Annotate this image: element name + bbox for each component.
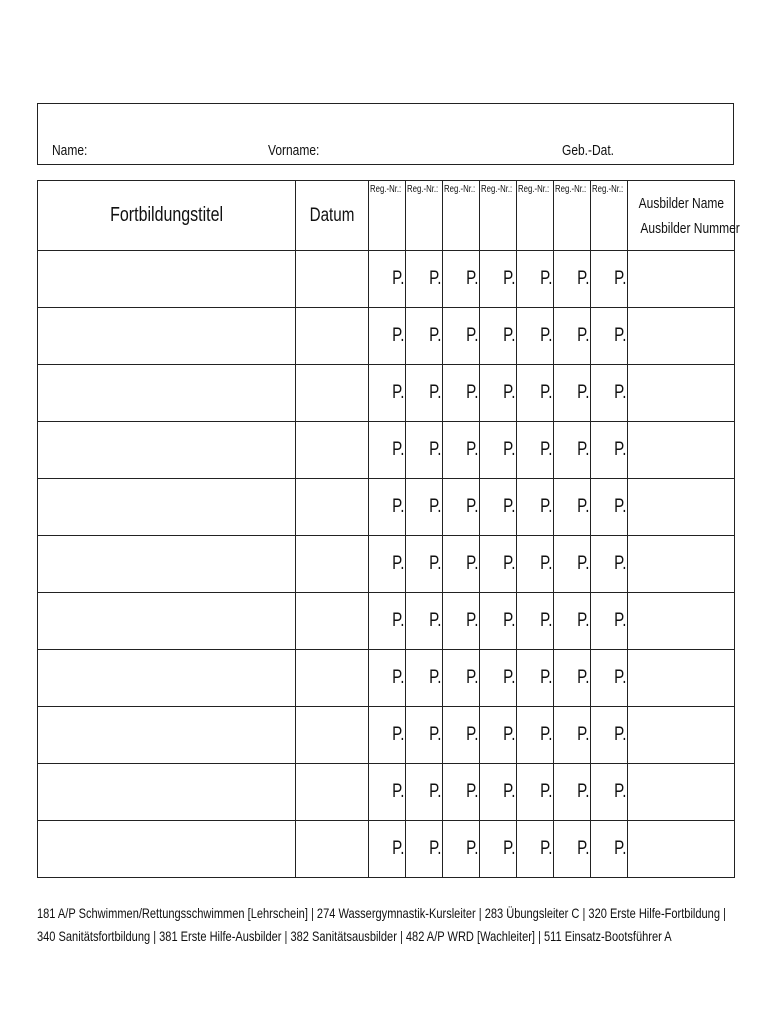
name-label: Name: xyxy=(52,142,88,159)
training-title-cell[interactable] xyxy=(38,821,296,878)
reg-nr-cell[interactable] xyxy=(369,536,406,593)
reg-nr-cell[interactable] xyxy=(406,479,443,536)
column-header-reg-nr: Reg.-Nr.: xyxy=(591,181,628,251)
p-mark: P. xyxy=(540,268,553,289)
instructor-cell[interactable] xyxy=(628,251,735,308)
reg-nr-cell[interactable] xyxy=(480,593,517,650)
reg-nr-cell[interactable] xyxy=(517,764,554,821)
p-mark: P. xyxy=(577,781,590,802)
reg-nr-cell[interactable] xyxy=(406,251,443,308)
reg-nr-cell[interactable] xyxy=(554,821,591,878)
date-cell[interactable] xyxy=(296,536,369,593)
table-row xyxy=(38,764,735,821)
reg-nr-cell[interactable] xyxy=(591,365,628,422)
reg-nr-cell[interactable] xyxy=(443,479,480,536)
reg-nr-cell[interactable] xyxy=(369,365,406,422)
reg-nr-cell[interactable] xyxy=(517,422,554,479)
p-mark: P. xyxy=(392,439,405,460)
reg-nr-cell[interactable] xyxy=(554,365,591,422)
column-header-date: Datum xyxy=(296,181,369,251)
date-cell[interactable] xyxy=(296,251,369,308)
p-mark: P. xyxy=(503,838,516,859)
training-title-cell[interactable] xyxy=(38,650,296,707)
column-header-reg-nr: Reg.-Nr.: xyxy=(406,181,443,251)
reg-nr-cell[interactable] xyxy=(591,707,628,764)
p-mark: P. xyxy=(540,382,553,403)
reg-nr-cell[interactable] xyxy=(554,650,591,707)
p-mark: P. xyxy=(577,553,590,574)
p-mark: P. xyxy=(540,838,553,859)
date-cell[interactable] xyxy=(296,308,369,365)
reg-nr-cell[interactable] xyxy=(517,365,554,422)
reg-nr-cell[interactable] xyxy=(369,650,406,707)
instructor-cell[interactable] xyxy=(628,593,735,650)
reg-nr-cell[interactable] xyxy=(443,308,480,365)
table-row xyxy=(38,821,735,878)
p-mark: P. xyxy=(466,838,479,859)
training-title-cell[interactable] xyxy=(38,593,296,650)
p-mark: P. xyxy=(503,553,516,574)
p-mark: P. xyxy=(466,382,479,403)
instructor-cell[interactable] xyxy=(628,422,735,479)
reg-nr-cell[interactable] xyxy=(406,764,443,821)
reg-nr-cell[interactable] xyxy=(517,707,554,764)
column-header-reg-nr: Reg.-Nr.: xyxy=(443,181,480,251)
training-title-cell[interactable] xyxy=(38,536,296,593)
column-header-reg-nr: Reg.-Nr.: xyxy=(369,181,406,251)
date-cell[interactable] xyxy=(296,593,369,650)
reg-nr-cell[interactable] xyxy=(517,593,554,650)
reg-nr-cell[interactable] xyxy=(369,479,406,536)
p-mark: P. xyxy=(466,496,479,517)
instructor-cell[interactable] xyxy=(628,707,735,764)
p-mark: P. xyxy=(429,382,442,403)
p-mark: P. xyxy=(392,496,405,517)
reg-nr-cell[interactable] xyxy=(369,764,406,821)
p-mark: P. xyxy=(614,553,627,574)
p-mark: P. xyxy=(540,439,553,460)
column-header-reg-nr: Reg.-Nr.: xyxy=(517,181,554,251)
p-mark: P. xyxy=(577,667,590,688)
reg-nr-cell[interactable] xyxy=(406,707,443,764)
p-mark: P. xyxy=(503,781,516,802)
p-mark: P. xyxy=(503,268,516,289)
table-row xyxy=(38,308,735,365)
reg-nr-cell[interactable] xyxy=(369,821,406,878)
reg-nr-cell[interactable] xyxy=(554,593,591,650)
p-mark: P. xyxy=(614,382,627,403)
training-table xyxy=(37,180,740,878)
reg-nr-cell[interactable] xyxy=(554,707,591,764)
reg-nr-cell[interactable] xyxy=(591,650,628,707)
p-mark: P. xyxy=(540,496,553,517)
reg-nr-cell[interactable] xyxy=(406,650,443,707)
table-row xyxy=(38,251,735,308)
p-mark: P. xyxy=(466,268,479,289)
reg-nr-cell[interactable] xyxy=(591,536,628,593)
p-mark: P. xyxy=(429,268,442,289)
vorname-label: Vorname: xyxy=(268,142,320,159)
reg-nr-cell[interactable] xyxy=(591,479,628,536)
reg-nr-cell[interactable] xyxy=(369,593,406,650)
p-mark: P. xyxy=(577,496,590,517)
p-mark: P. xyxy=(614,496,627,517)
p-mark: P. xyxy=(540,667,553,688)
legend-line-2: 340 Sanitätsfortbildung | 381 Erste Hilfe-Ausbilder | 382 Sanitätsausbilder | 482 A/P WRD [Wachleiter] | 511 Einsatz-Bootsführer A xyxy=(37,928,672,944)
reg-nr-cell[interactable] xyxy=(480,422,517,479)
p-mark: P. xyxy=(392,268,405,289)
reg-nr-cell[interactable] xyxy=(443,707,480,764)
p-mark: P. xyxy=(577,325,590,346)
gebdat-label: Geb.-Dat. xyxy=(562,142,615,159)
date-cell[interactable] xyxy=(296,707,369,764)
p-mark: P. xyxy=(429,439,442,460)
instructor-number-label: Ausbilder Nummer xyxy=(640,219,740,237)
p-mark: P. xyxy=(540,781,553,802)
p-mark: P. xyxy=(392,724,405,745)
date-cell[interactable] xyxy=(296,764,369,821)
p-mark: P. xyxy=(614,439,627,460)
p-mark: P. xyxy=(466,781,479,802)
reg-nr-cell[interactable] xyxy=(480,536,517,593)
reg-nr-cell[interactable] xyxy=(517,536,554,593)
reg-nr-cell[interactable] xyxy=(443,764,480,821)
p-mark: P. xyxy=(614,838,627,859)
table-body xyxy=(38,251,735,878)
training-title-cell[interactable] xyxy=(38,251,296,308)
reg-nr-cell[interactable] xyxy=(480,650,517,707)
reg-nr-cell[interactable] xyxy=(480,707,517,764)
reg-nr-cell[interactable] xyxy=(443,536,480,593)
reg-nr-cell[interactable] xyxy=(517,650,554,707)
p-mark: P. xyxy=(540,325,553,346)
instructor-cell[interactable] xyxy=(628,479,735,536)
reg-nr-cell[interactable] xyxy=(591,593,628,650)
training-title-cell[interactable] xyxy=(38,479,296,536)
p-mark: P. xyxy=(540,724,553,745)
column-header-reg-nr: Reg.-Nr.: xyxy=(554,181,591,251)
p-mark: P. xyxy=(429,553,442,574)
reg-nr-cell[interactable] xyxy=(554,764,591,821)
reg-nr-cell[interactable] xyxy=(554,479,591,536)
instructor-cell[interactable] xyxy=(628,308,735,365)
p-mark: P. xyxy=(392,667,405,688)
p-mark: P. xyxy=(392,553,405,574)
p-mark: P. xyxy=(540,553,553,574)
reg-nr-cell[interactable] xyxy=(517,251,554,308)
table-row xyxy=(38,479,735,536)
p-mark: P. xyxy=(614,325,627,346)
reg-nr-cell[interactable] xyxy=(406,593,443,650)
instructor-name-label: Ausbilder Name xyxy=(638,194,725,212)
reg-nr-cell[interactable] xyxy=(369,707,406,764)
p-mark: P. xyxy=(503,610,516,631)
p-mark: P. xyxy=(503,724,516,745)
course-code-legend xyxy=(37,902,737,948)
reg-nr-cell[interactable] xyxy=(443,365,480,422)
p-mark: P. xyxy=(614,268,627,289)
table-row xyxy=(38,422,735,479)
reg-nr-cell[interactable] xyxy=(591,251,628,308)
date-cell[interactable] xyxy=(296,422,369,479)
table-header-row xyxy=(38,181,735,251)
reg-nr-cell[interactable] xyxy=(443,821,480,878)
p-mark: P. xyxy=(429,781,442,802)
instructor-cell[interactable] xyxy=(628,764,735,821)
date-cell[interactable] xyxy=(296,650,369,707)
reg-nr-cell[interactable] xyxy=(480,251,517,308)
reg-nr-cell[interactable] xyxy=(443,422,480,479)
table-row xyxy=(38,650,735,707)
reg-nr-cell[interactable] xyxy=(517,479,554,536)
reg-nr-cell[interactable] xyxy=(517,308,554,365)
reg-nr-cell[interactable] xyxy=(443,251,480,308)
reg-nr-cell[interactable] xyxy=(406,536,443,593)
reg-nr-cell[interactable] xyxy=(591,422,628,479)
table-row xyxy=(38,536,735,593)
reg-nr-cell[interactable] xyxy=(480,365,517,422)
p-mark: P. xyxy=(503,496,516,517)
p-mark: P. xyxy=(392,382,405,403)
p-mark: P. xyxy=(392,325,405,346)
instructor-cell[interactable] xyxy=(628,536,735,593)
p-mark: P. xyxy=(466,667,479,688)
p-mark: P. xyxy=(429,667,442,688)
reg-nr-cell[interactable] xyxy=(480,764,517,821)
table-row xyxy=(38,707,735,764)
p-mark: P. xyxy=(614,610,627,631)
p-mark: P. xyxy=(429,838,442,859)
legend-line-1: 181 A/P Schwimmen/Rettungsschwimmen [Lehrschein] | 274 Wassergymnastik-Kursleiter | 283 Übungsleiter C | 320 Erste Hilfe-Fortbildung | xyxy=(37,905,726,921)
p-mark: P. xyxy=(503,439,516,460)
reg-nr-cell[interactable] xyxy=(517,821,554,878)
p-mark: P. xyxy=(466,439,479,460)
table-row xyxy=(38,593,735,650)
p-mark: P. xyxy=(429,325,442,346)
reg-nr-cell[interactable] xyxy=(480,479,517,536)
p-mark: P. xyxy=(577,610,590,631)
p-mark: P. xyxy=(429,496,442,517)
p-mark: P. xyxy=(466,610,479,631)
p-mark: P. xyxy=(614,667,627,688)
reg-nr-cell[interactable] xyxy=(554,422,591,479)
p-mark: P. xyxy=(503,325,516,346)
instructor-cell[interactable] xyxy=(628,365,735,422)
reg-nr-cell[interactable] xyxy=(369,422,406,479)
reg-nr-cell[interactable] xyxy=(480,308,517,365)
training-title-cell[interactable] xyxy=(38,365,296,422)
reg-nr-cell[interactable] xyxy=(554,308,591,365)
p-mark: P. xyxy=(540,610,553,631)
reg-nr-cell[interactable] xyxy=(369,251,406,308)
p-mark: P. xyxy=(429,724,442,745)
table-row xyxy=(38,365,735,422)
p-mark: P. xyxy=(466,325,479,346)
p-mark: P. xyxy=(392,781,405,802)
date-cell[interactable] xyxy=(296,365,369,422)
reg-nr-cell[interactable] xyxy=(406,422,443,479)
p-mark: P. xyxy=(614,724,627,745)
p-mark: P. xyxy=(392,838,405,859)
p-mark: P. xyxy=(614,781,627,802)
column-header-instructor xyxy=(628,181,740,251)
p-mark: P. xyxy=(503,667,516,688)
training-title-cell[interactable] xyxy=(38,707,296,764)
personal-info-box xyxy=(37,103,734,165)
reg-nr-cell[interactable] xyxy=(406,821,443,878)
reg-nr-cell[interactable] xyxy=(406,365,443,422)
instructor-cell[interactable] xyxy=(628,821,735,878)
reg-nr-cell[interactable] xyxy=(554,251,591,308)
reg-nr-cell[interactable] xyxy=(443,593,480,650)
p-mark: P. xyxy=(429,610,442,631)
reg-nr-cell[interactable] xyxy=(443,650,480,707)
p-mark: P. xyxy=(577,439,590,460)
reg-nr-cell[interactable] xyxy=(406,308,443,365)
reg-nr-cell[interactable] xyxy=(554,536,591,593)
reg-nr-cell[interactable] xyxy=(591,764,628,821)
reg-nr-cell[interactable] xyxy=(591,821,628,878)
column-header-reg-nr: Reg.-Nr.: xyxy=(480,181,517,251)
p-mark: P. xyxy=(392,610,405,631)
p-mark: P. xyxy=(577,268,590,289)
p-mark: P. xyxy=(577,724,590,745)
p-mark: P. xyxy=(577,382,590,403)
p-mark: P. xyxy=(503,382,516,403)
p-mark: P. xyxy=(466,724,479,745)
instructor-cell[interactable] xyxy=(628,650,735,707)
column-header-title: Fortbildungstitel xyxy=(38,181,296,251)
date-cell[interactable] xyxy=(296,821,369,878)
reg-nr-cell[interactable] xyxy=(480,821,517,878)
training-title-cell[interactable] xyxy=(38,422,296,479)
p-mark: P. xyxy=(577,838,590,859)
training-title-cell[interactable] xyxy=(38,308,296,365)
training-title-cell[interactable] xyxy=(38,764,296,821)
reg-nr-cell[interactable] xyxy=(591,308,628,365)
date-cell[interactable] xyxy=(296,479,369,536)
p-mark: P. xyxy=(466,553,479,574)
reg-nr-cell[interactable] xyxy=(369,308,406,365)
